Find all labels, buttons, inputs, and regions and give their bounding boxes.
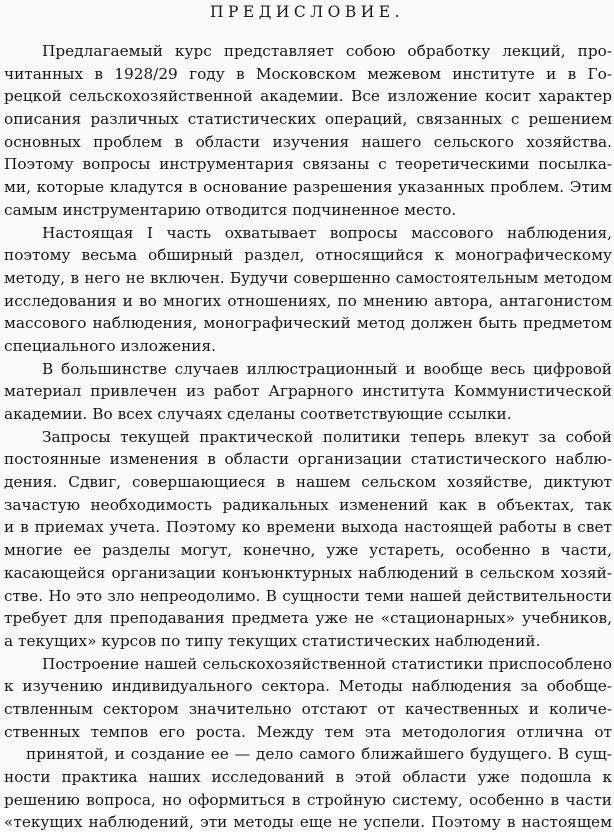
text-line: специального изложения. (4, 336, 216, 355)
preface-body (4, 40, 612, 834)
text-line: самым инструментарию отводится подчиненное место. (4, 200, 457, 219)
text-line: поэтому весьма обширный раздел, относящийся к монографическому (4, 246, 612, 265)
text-line: зачастую необходимость радикальных изменений как в объектах, так (4, 495, 612, 514)
text-line: а текущих» курсов по типу текущих статистических наблюдений. (4, 631, 541, 650)
text-line: решению вопроса, но оформиться в стройную систему, особенно в части (4, 790, 612, 809)
text-line: постоянные изменения в области организации статистического наблю- (4, 450, 612, 469)
text-line: исследования и во многих отношениях, по мнению автора, антагонистом (4, 291, 612, 310)
text-line: методу, в него не включен. Будучи совершенно самостоятельным методом (4, 268, 612, 287)
text-line: принятой, и создание ее — дело самого ближайшего будущего. В сущ- (26, 745, 612, 764)
text-line: «текущих наблюдений, эти методы еще не успели. Поэтому в настоящем (4, 813, 612, 832)
text-line: Настоящая I часть охватывает вопросы массового наблюдения, (42, 223, 612, 242)
text-line: описания различных статистических операций, связанных с решением (4, 110, 612, 129)
text-line: касающейся организации конъюнктурных наблюдений в сельском хозяй- (4, 563, 612, 582)
text-line: и в приемах учета. Поэтому ко времени выхода настоящей работы в свет (4, 518, 612, 537)
text-line: ствленным сектором значительно отстают от качественных и количе- (4, 699, 612, 718)
text-line: читанных в 1928/29 году в Московском межевом институте и в Го- (4, 64, 612, 83)
text-line: Предлагаемый курс представляет собою обработку лекций, про- (42, 42, 612, 60)
text-line: ности практика наших исследований в этой области уже подошла к (4, 768, 612, 786)
text-line: рецкой сельскохозяйственной академии. Все изложение косит характер (4, 87, 612, 106)
text-line: Запросы текущей практической политики теперь влекут за собой (42, 427, 612, 446)
text-line: ственных темпов его роста. Между тем эта методология отлична от (4, 722, 612, 741)
text-line: Поэтому вопросы инструментария связаны с теоретическими посылка- (4, 155, 612, 174)
text-line: Построение нашей сельскохозяйственной статистики приспособлено (42, 654, 612, 673)
text-line: к изучению индивидуального сектора. Методы наблюдения за обобще- (4, 677, 612, 696)
text-line: стве. Но это зло непреодолимо. В сущности теми нашей действительности (4, 586, 612, 605)
text-line: требует для преподавания предмета уже не «стационарных» учебников, (4, 609, 612, 628)
text-line: В большинстве случаев иллюстрационный и вообще весь цифровой (42, 359, 612, 378)
text-line: академии. Во всех случаях сделаны соответствующие ссылки. (4, 405, 512, 423)
text-line: основных проблем в области изучения нашего сельского хозяйства. (4, 132, 612, 151)
text-line: дения. Сдвиг, совершающиеся в нашем сельском хозяйстве, диктуют (4, 473, 612, 492)
page-title: ПРЕДИСЛОВИЕ. (209, 3, 405, 21)
text-line: ми, которые кладутся в основание разрешения указанных проблем. Этим (4, 178, 612, 197)
text-line: материал привлечен из работ Аграрного института Коммунистической (4, 382, 612, 401)
text-line: многие ее разделы могут, конечно, уже устареть, особенно в части, (4, 541, 612, 560)
text-line: массового наблюдения, монографический метод должен быть предметом (4, 314, 612, 333)
